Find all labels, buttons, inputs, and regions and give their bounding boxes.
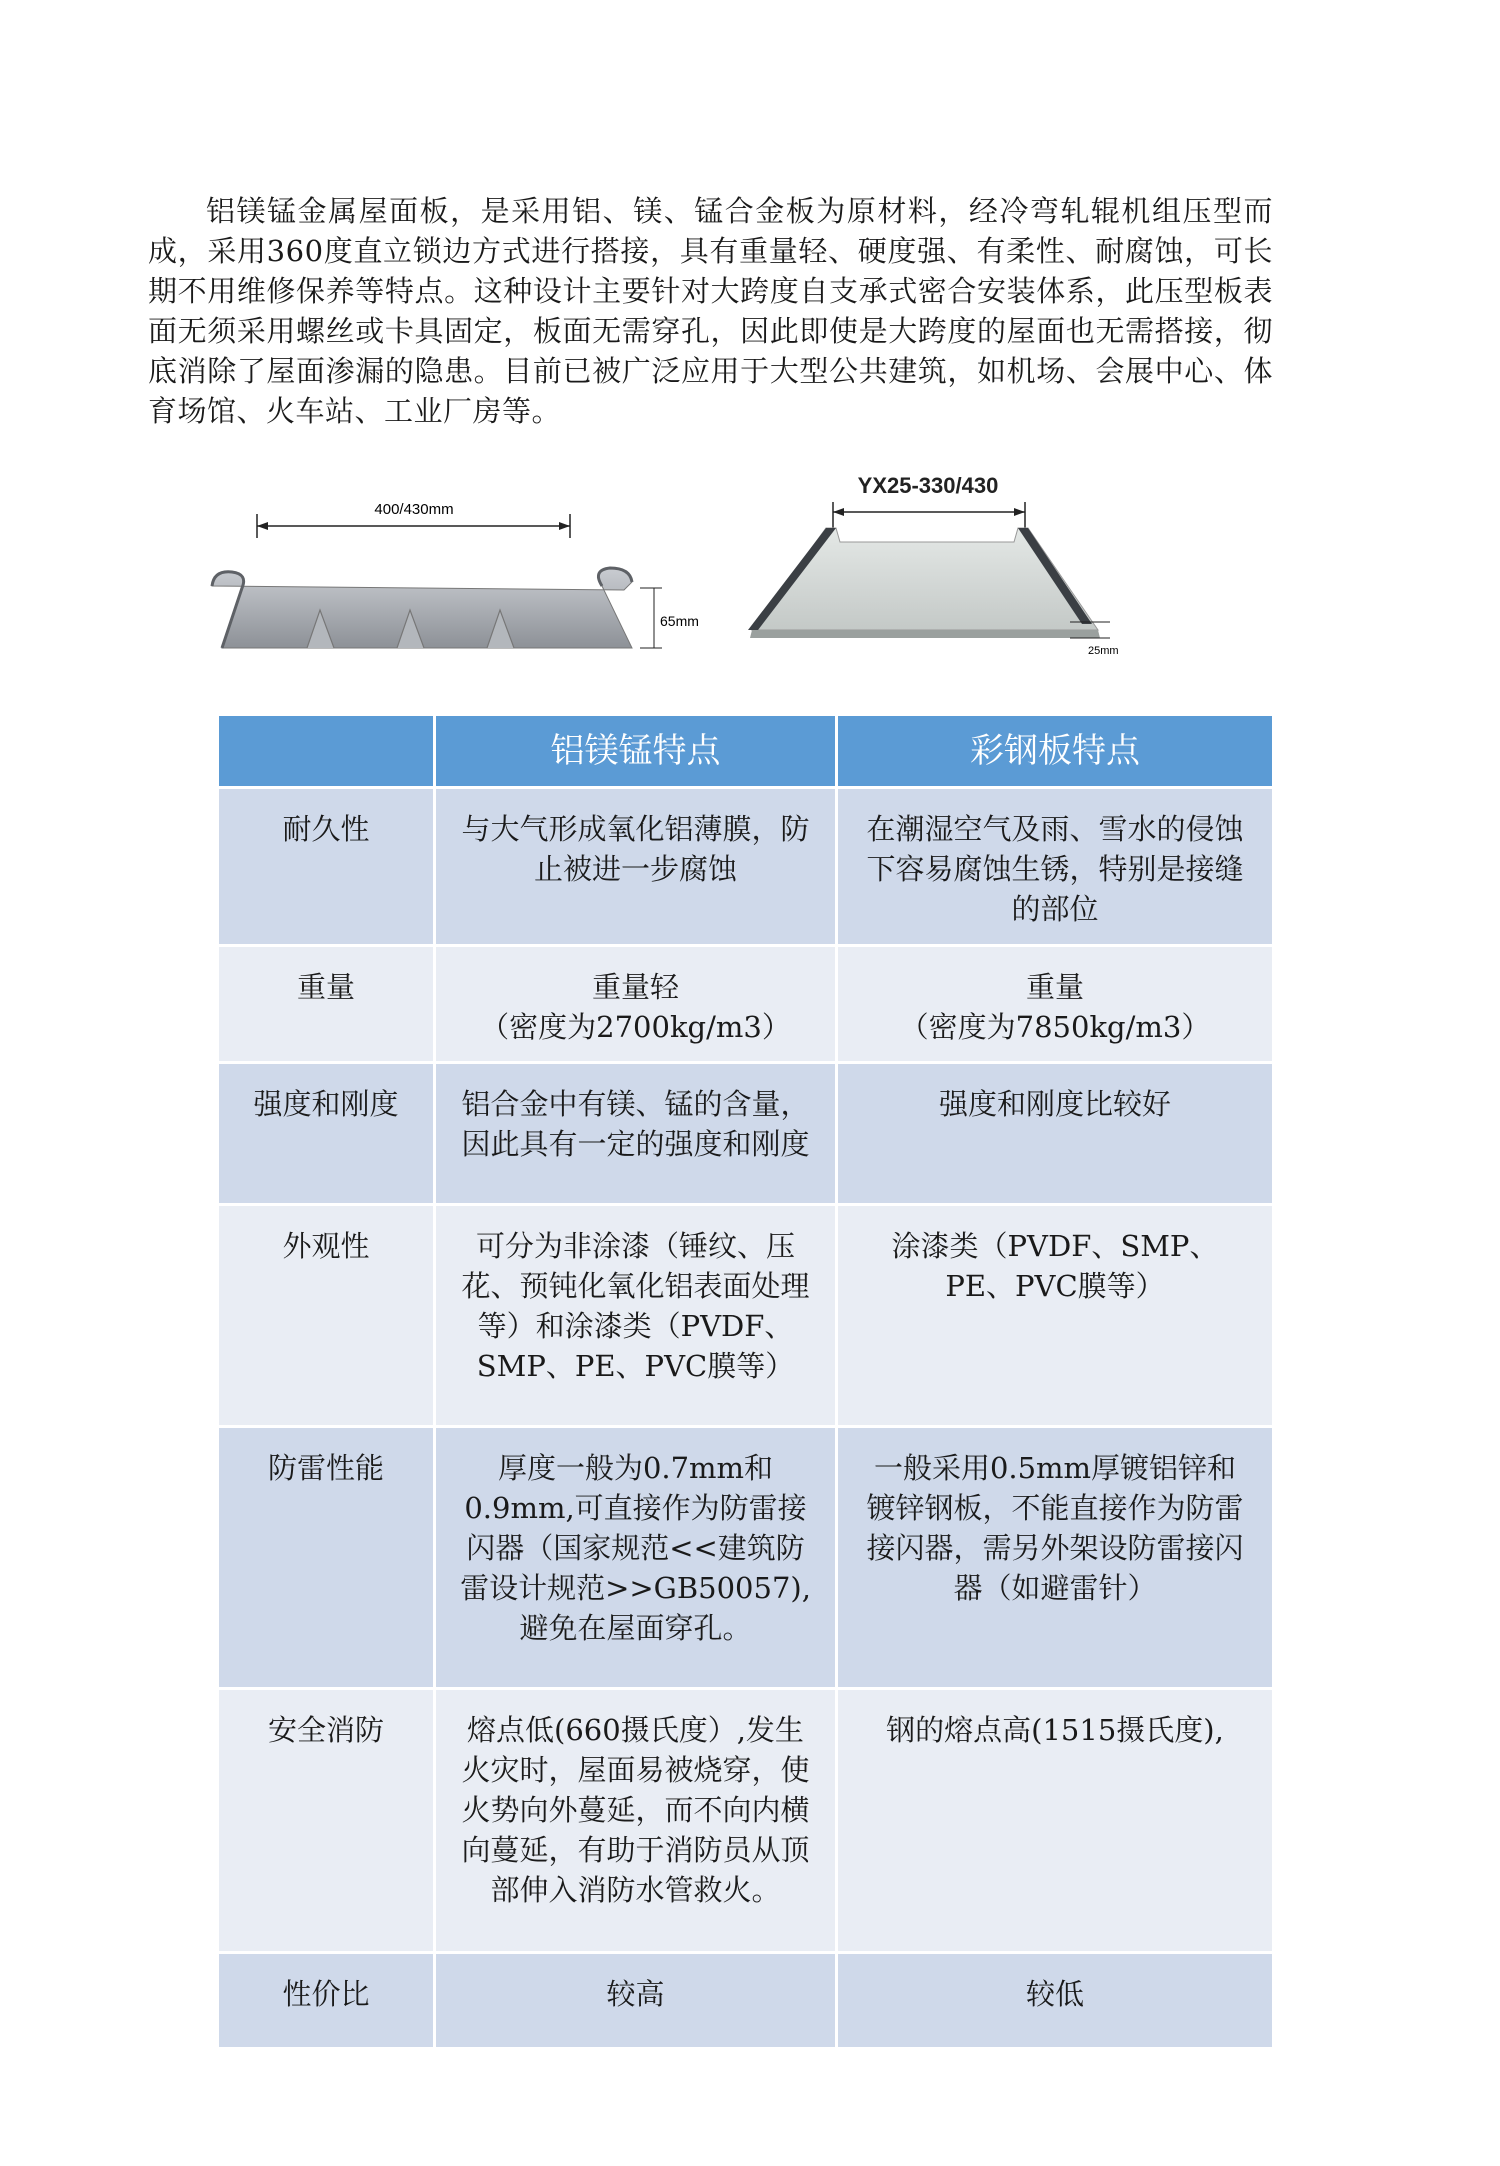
almg-cell: 熔点低(660摄氏度）,发生火灾时，屋面易被烧穿，使火势向外蔓延，而不向内横向蔓延，有助于消防员从顶部伸入消防水管救火。 xyxy=(435,1689,837,1953)
header-empty xyxy=(218,715,435,788)
feature-cell: 外观性 xyxy=(218,1205,435,1427)
almg-cell: 可分为非涂漆（锤纹、压花、预钝化氧化铝表面处理等）和涂漆类（PVDF、SMP、PE、PVC膜等） xyxy=(435,1205,837,1427)
height-dimension-label: 25mm xyxy=(1088,645,1119,657)
height-dimension-label: 65mm xyxy=(660,613,699,629)
steel-cell: 在潮湿空气及雨、雪水的侵蚀下容易腐蚀生锈，特别是接缝的部位 xyxy=(837,788,1274,946)
intro-paragraph: 铝镁锰金属屋面板，是采用铝、镁、锰合金板为原材料，经冷弯轧辊机组压型而成，采用360度直立锁边方式进行搭接，具有重量轻、硬度强、有柔性、耐腐蚀，可长期不用维修保养等特点。这种设计主要针对大跨度自支承式密合安装体系，此压型板表面无须采用螺丝或卡具固定，板面无需穿孔，因此即使是大跨度的屋面也无需搭接，彻底消除了屋面渗漏的隐患。目前已被广泛应用于大型公共建筑，如机场、会展中心、体育场馆、火车站、工业厂房等。 xyxy=(148,194,1273,428)
steel-cell: 强度和刚度比较好 xyxy=(837,1063,1274,1205)
steel-cell: 一般采用0.5mm厚镀铝锌和镀锌钢板，不能直接作为防雷接闪器，需另外架设防雷接闪器（如避雷针） xyxy=(837,1427,1274,1689)
steel-cell: 重量 （密度为7850kg/m3） xyxy=(837,946,1274,1063)
almg-cell: 重量轻 （密度为2700kg/m3） xyxy=(435,946,837,1063)
comparison-table xyxy=(216,713,1275,2050)
yx25-panel-figure xyxy=(740,462,1220,662)
roof-panel-profile-figure xyxy=(192,478,732,668)
table-row xyxy=(218,1689,1274,1953)
width-dimension-label: 400/430mm xyxy=(374,501,454,518)
almg-cell: 较高 xyxy=(435,1953,837,2049)
almg-cell: 铝合金中有镁、锰的含量，因此具有一定的强度和刚度 xyxy=(435,1063,837,1205)
feature-cell: 性价比 xyxy=(218,1953,435,2049)
model-title: YX25-330/430 xyxy=(857,473,999,498)
header-steel: 彩钢板特点 xyxy=(837,715,1274,788)
header-almg: 铝镁锰特点 xyxy=(435,715,837,788)
feature-cell: 强度和刚度 xyxy=(218,1063,435,1205)
table-header-row xyxy=(218,715,1274,788)
steel-cell: 较低 xyxy=(837,1953,1274,2049)
table-row xyxy=(218,788,1274,946)
steel-cell: 涂漆类（PVDF、SMP、PE、PVC膜等） xyxy=(837,1205,1274,1427)
feature-cell: 重量 xyxy=(218,946,435,1063)
table-row xyxy=(218,1427,1274,1689)
table-row xyxy=(218,1205,1274,1427)
table-row xyxy=(218,1063,1274,1205)
almg-cell: 厚度一般为0.7mm和0.9mm,可直接作为防雷接闪器（国家规范<<建筑防雷设计规范>>GB50057),避免在屋面穿孔。 xyxy=(435,1427,837,1689)
almg-cell: 与大气形成氧化铝薄膜，防止被进一步腐蚀 xyxy=(435,788,837,946)
feature-cell: 安全消防 xyxy=(218,1689,435,1953)
table-row xyxy=(218,1953,1274,2049)
steel-cell: 钢的熔点高(1515摄氏度), xyxy=(837,1689,1274,1953)
feature-cell: 耐久性 xyxy=(218,788,435,946)
feature-cell: 防雷性能 xyxy=(218,1427,435,1689)
table-row xyxy=(218,946,1274,1063)
